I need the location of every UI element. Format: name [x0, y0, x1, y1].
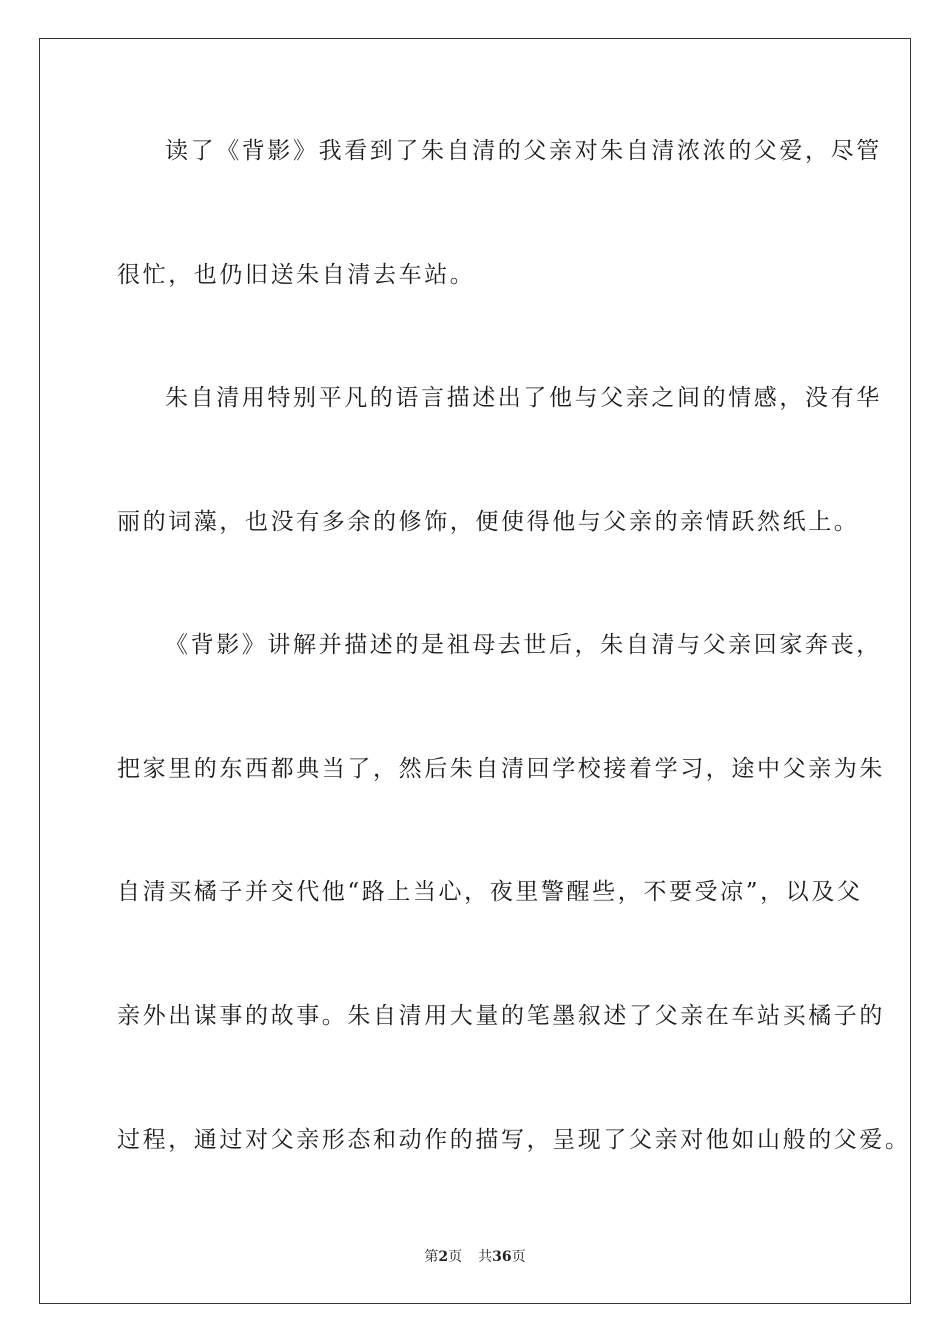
paragraph-3-line-4: 亲外出谋事的故事。朱自清用大量的笔墨叙述了父亲在车站买橘子的: [117, 1003, 885, 1029]
page-border: [39, 38, 911, 1304]
page-footer: [0, 1248, 950, 1266]
page-suffix: 页: [448, 1249, 463, 1265]
paragraph-3-line-3: 自清买橘子并交代他“路上当心，夜里警醒些，不要受凉”，以及父: [117, 879, 863, 905]
total-suffix: 页: [511, 1249, 526, 1265]
paragraph-1-line-1: 读了《背影》我看到了朱自清的父亲对朱自清浓浓的父爱，尽管: [165, 138, 882, 164]
paragraph-3-line-5: 过程，通过对父亲形态和动作的描写，呈现了父亲对他如山般的父爱。: [117, 1127, 911, 1153]
paragraph-1-line-2: 很忙，也仍旧送朱自清去车站。: [117, 262, 476, 288]
paragraph-3-line-2: 把家里的东西都典当了，然后朱自清回学校接着学习，途中父亲为朱: [117, 756, 885, 782]
page-number: 2: [438, 1249, 449, 1265]
paragraph-2-line-2: 丽的词藻，也没有多余的修饰，便使得他与父亲的亲情跃然纸上。: [117, 509, 860, 535]
total-prefix: 共: [478, 1249, 493, 1265]
paragraph-3-line-1: 《背影》讲解并描述的是祖母去世后，朱自清与父亲回家奔丧，: [165, 632, 882, 658]
paragraph-2-line-1: 朱自清用特别平凡的语言描述出了他与父亲之间的情感，没有华: [165, 385, 882, 411]
total-pages: 36: [492, 1249, 512, 1265]
page-prefix: 第: [424, 1249, 439, 1265]
